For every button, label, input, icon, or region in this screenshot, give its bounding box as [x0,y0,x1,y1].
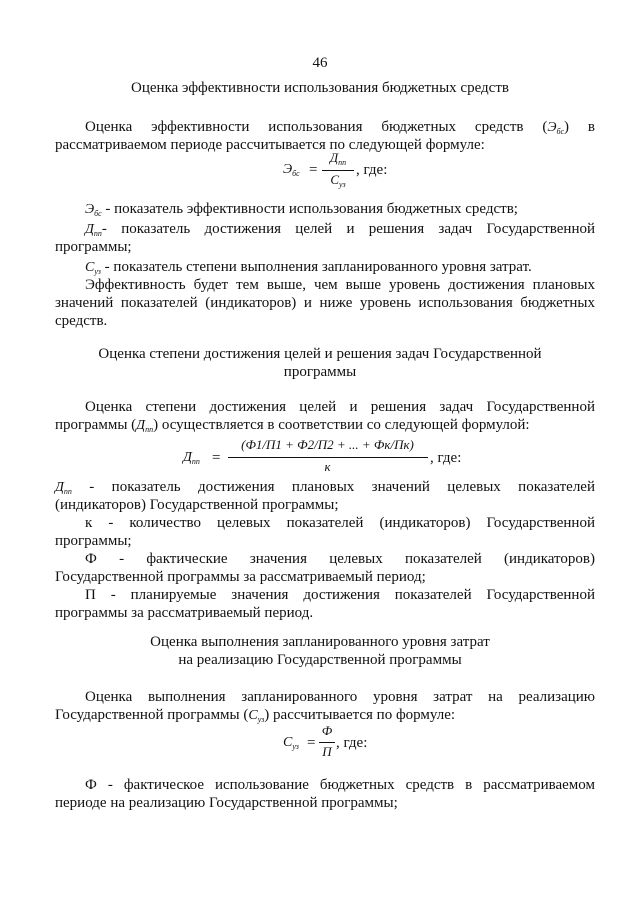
goals-def-4: П - планируемые значения достижения показателей Государственной [85,587,595,603]
goals-intro-line-2: программы $(Д_{пп})$ осуществляется в соответствии со следующей формулой: [55,417,530,434]
goals-def-3: Ф - фактические значения целевых показателей (индикаторов) [85,551,595,567]
section-heading-goals: Оценка степени достижения целей и решения задач Государственной [98,346,542,362]
section-heading-costs: Оценка выполнения запланированного уровня затрат [150,634,490,650]
goals-def-1-cont: (индикаторов) Государственной программы; [55,497,339,513]
effect-paragraph-line-1: Эффективность будет тем выше, чем выше уровень достижения плановых [85,277,595,293]
costs-def-1-cont: периоде на реализацию Государственной программы; [55,795,398,811]
effect-paragraph-line-2: значений показателей (индикаторов) и ниже уровень использования бюджетных [55,295,595,311]
goals-def-2: к - количество целевых показателей (индикаторов) Государственной [85,515,595,531]
costs-intro-line-2: Государственной программы $(С_{уз})$ рассчитывается по формуле: [55,707,456,724]
symbol-inline: $(Э_{бс})$ [542,119,570,136]
fraction-line [319,742,335,743]
section-heading-goals-cont: программы [283,364,357,380]
goals-intro-line-1: Оценка степени достижения целей и решения задач Государственной [85,399,595,415]
definition-efficiency: $Э_{бс}$ - показатель эффективности использования бюджетных средств; [85,201,518,218]
effect-paragraph-line-3: средств. [55,313,108,329]
section-heading-costs-cont: на реализацию Государственной программы [178,652,462,668]
intro-tail: в [587,119,595,135]
page-number: 46 [312,55,328,71]
fraction-line [322,170,354,171]
definition-achievement-cont: программы; [55,239,132,255]
goals-def-3-cont: Государственной программы за рассматриваемый период; [55,569,426,585]
section-heading-efficiency: Оценка эффективности использования бюджетных средств [131,80,509,96]
fraction-line [228,457,428,458]
costs-def-1: Ф - фактическое использование бюджетных средств в рассматриваемом [85,777,595,793]
goals-def-1: $Д_{пп}$ - показатель достижения плановых значений целевых показателей [55,479,595,496]
goals-def-4-cont: программы за рассматриваемый период. [55,605,314,621]
definition-cost: $С_{уз}$ - показатель степени выполнения запланированного уровня затрат. [85,259,532,276]
definition-achievement: $Д_{пп}-$ показатель достижения целей и решения задач Государственной [85,221,595,238]
costs-intro-line-1: Оценка выполнения запланированного уровня затрат на реализацию [85,689,595,705]
intro-line-2: рассматриваемом периоде рассчитывается по следующей формуле: [55,137,485,153]
intro-text: Оценка эффективности использования бюджетных средств [85,119,524,135]
goals-def-2-cont: программы; [55,533,132,549]
